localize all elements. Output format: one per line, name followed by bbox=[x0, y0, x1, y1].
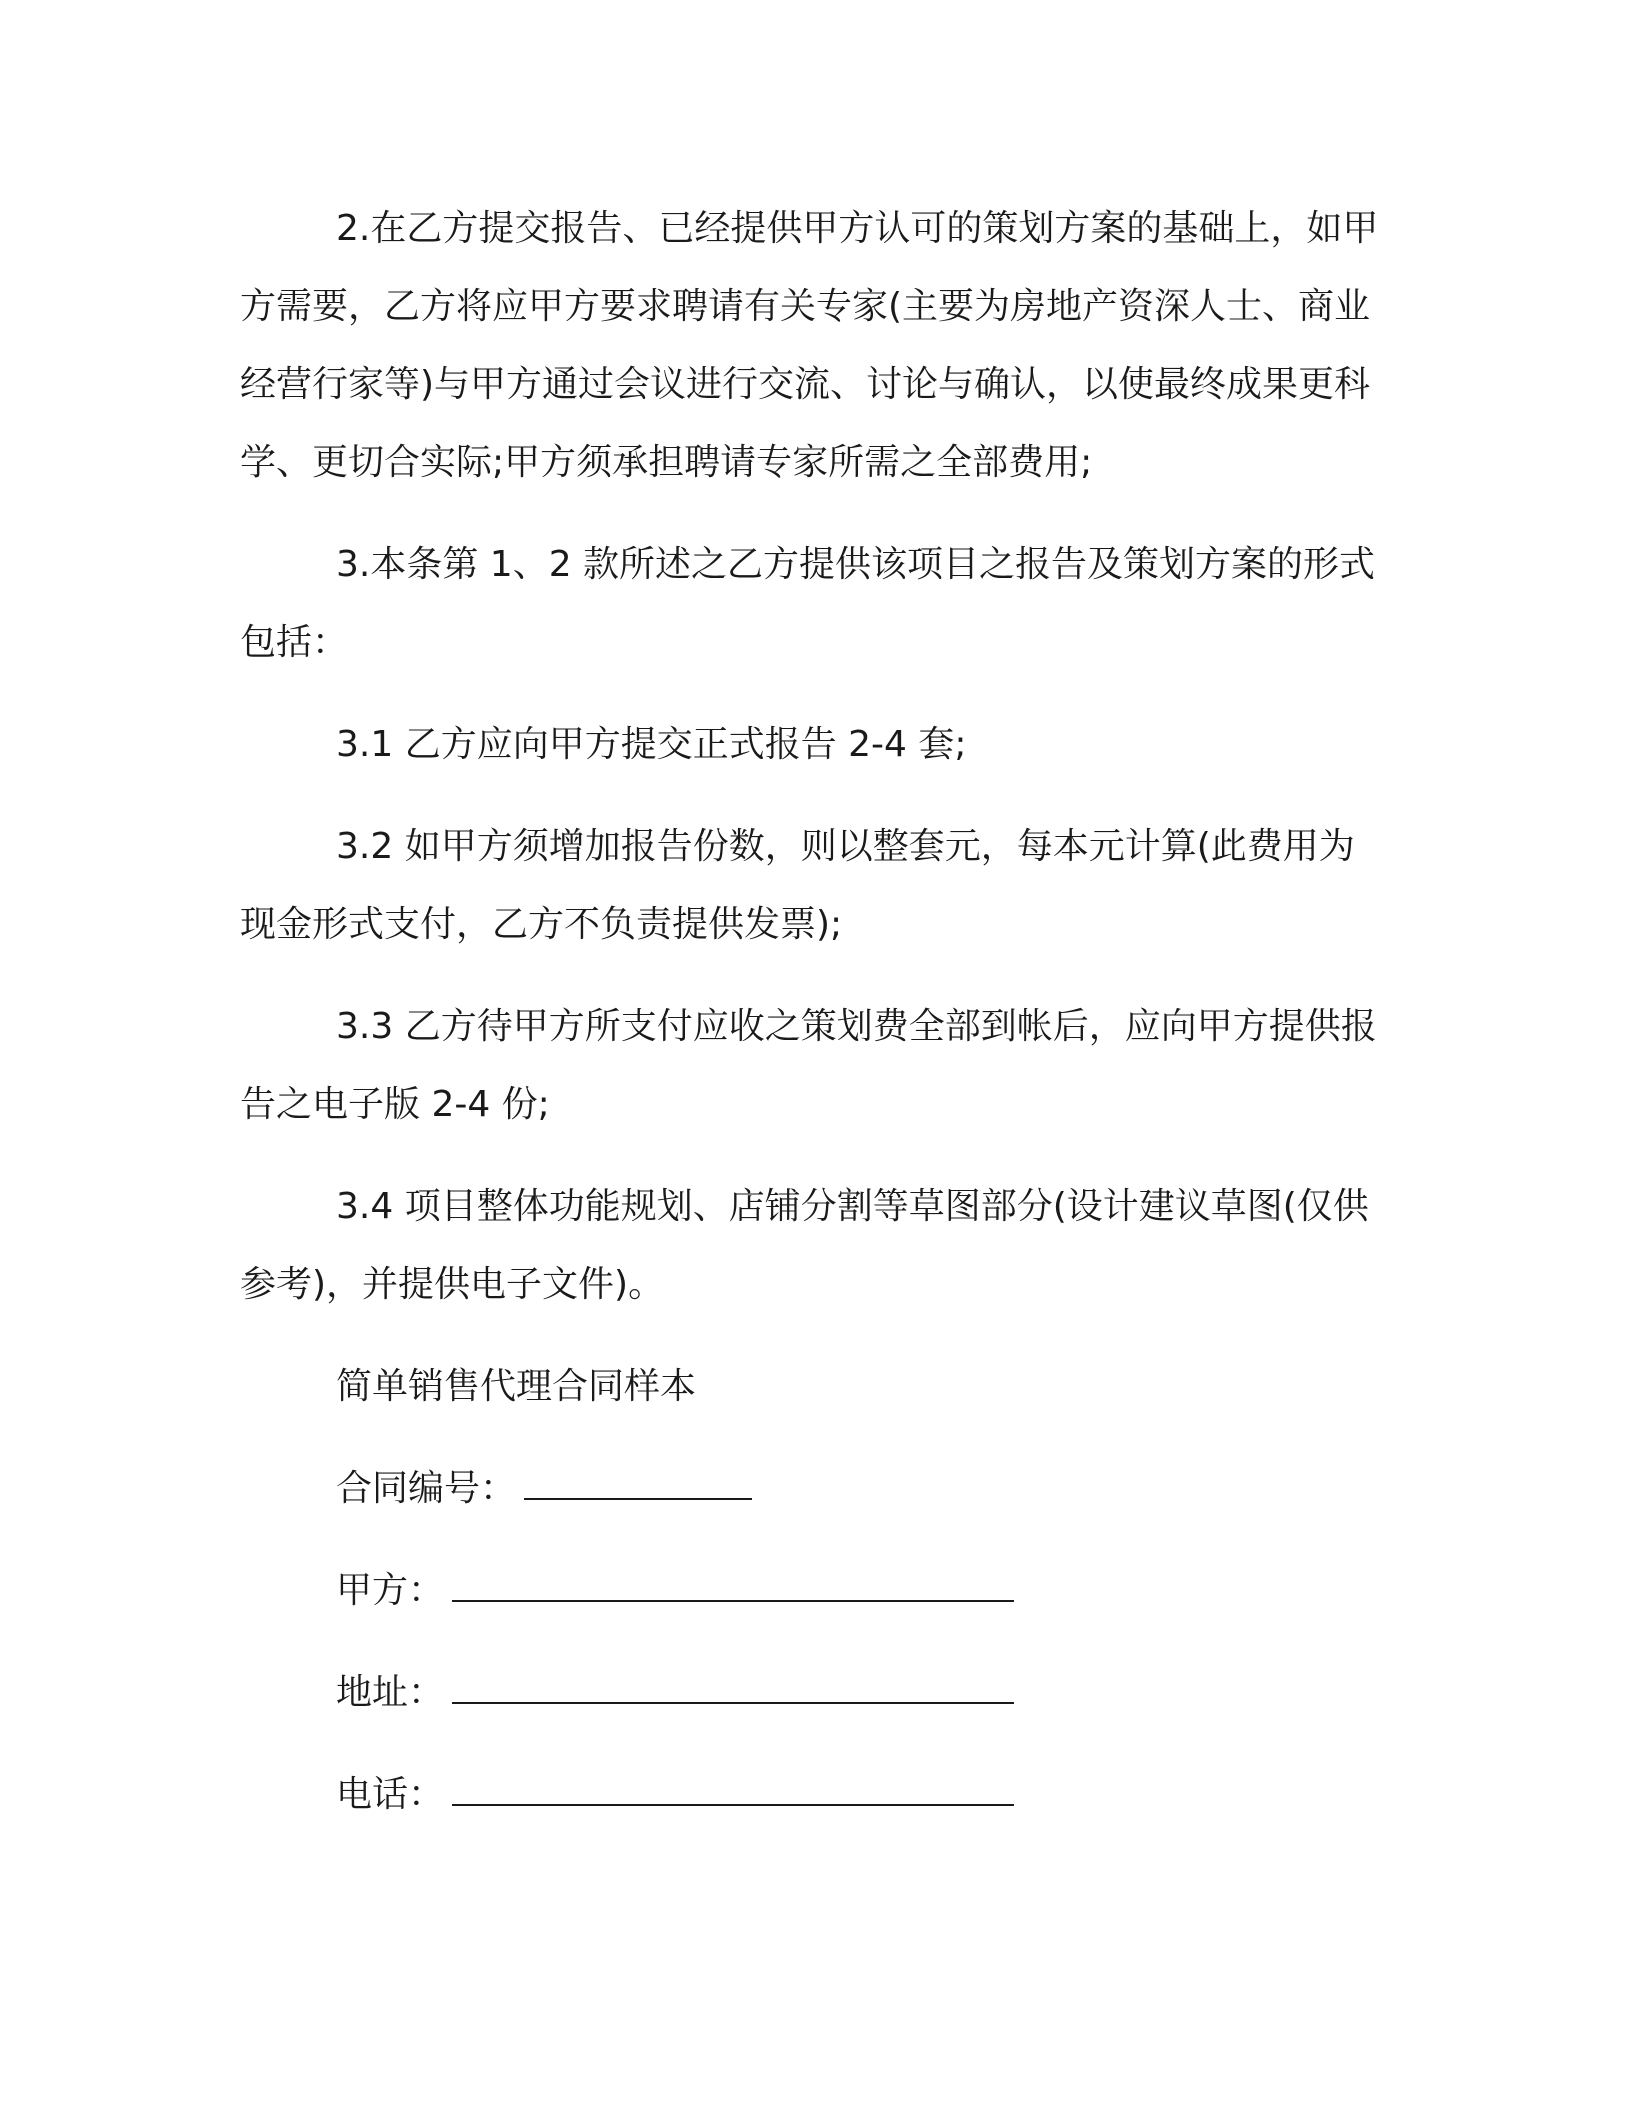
party-a-row bbox=[240, 1552, 1380, 1630]
phone-label: 电话： bbox=[336, 1774, 445, 1815]
paragraph-clause-3-1: 3.1 乙方应向甲方提交正式报告 2-4 套; bbox=[336, 724, 967, 765]
address-label: 地址： bbox=[336, 1672, 445, 1713]
address-blank bbox=[452, 1672, 1014, 1704]
contract-number-label: 合同编号： bbox=[336, 1468, 517, 1509]
paragraph-clause-3-2: 3.2 如甲方须增加报告份数，则以整套元，每本元计算(此费用为现金形式支付，乙方不负责提供发票); bbox=[240, 826, 1355, 945]
party-a-label: 甲方： bbox=[336, 1570, 445, 1611]
contract-number-row bbox=[240, 1450, 1380, 1528]
address-row bbox=[240, 1654, 1380, 1732]
paragraph-clause-3-3: 3.3 乙方待甲方所支付应收之策划费全部到帐后，应向甲方提供报告之电子版 2-4 份; bbox=[240, 1006, 1377, 1125]
contract-number-blank bbox=[524, 1468, 752, 1500]
phone-row bbox=[240, 1756, 1380, 1834]
paragraph-clause-2: 2.在乙方提交报告、已经提供甲方认可的策划方案的基础上，如甲方需要，乙方将应甲方要求聘请有关专家(主要为房地产资深人士、商业经营行家等)与甲方通过会议进行交流、讨论与确认，以使最终成果更科学、更切合实际;甲方须承担聘请专家所需之全部费用; bbox=[240, 208, 1379, 483]
paragraph-clause-3-4: 3.4 项目整体功能规划、店铺分割等草图部分(设计建议草图(仅供参考)，并提供电子文件)。 bbox=[240, 1186, 1369, 1305]
document-body bbox=[240, 190, 1380, 1858]
phone-blank bbox=[452, 1774, 1014, 1806]
sample-title: 简单销售代理合同样本 bbox=[336, 1366, 697, 1407]
party-a-blank bbox=[452, 1570, 1014, 1602]
paragraph-clause-3: 3.本条第 1、2 款所述之乙方提供该项目之报告及策划方案的形式包括： bbox=[240, 544, 1376, 663]
